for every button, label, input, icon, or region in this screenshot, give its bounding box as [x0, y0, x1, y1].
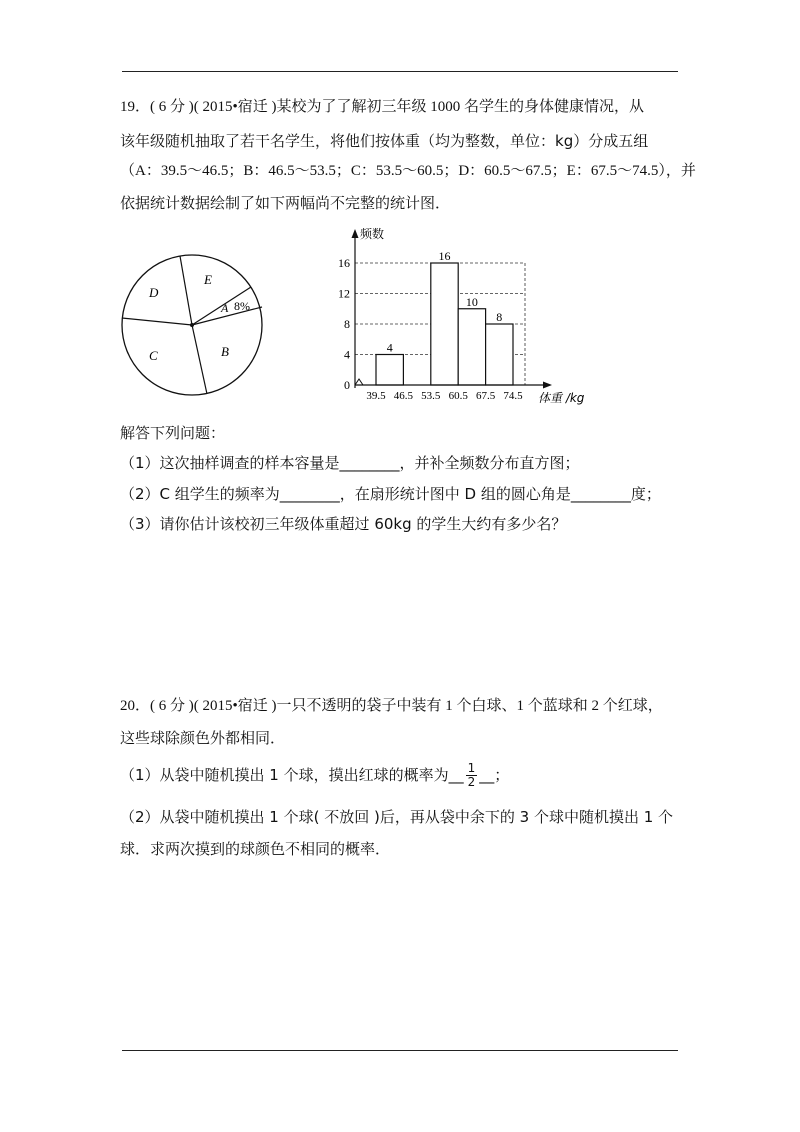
- q19-line-3: （A：39.5～46.5；B：46.5～53.5；C：53.5～60.5；D：60.5～67.5；E：67.5～74.5），并: [120, 163, 696, 179]
- q20-sub1-text: （1）从袋中随机摸出 1 个球，摸出红球的概率为__: [120, 766, 464, 784]
- histogram-y-tick-label: 4: [344, 347, 350, 362]
- histogram-x-tick-label: 46.5: [393, 390, 414, 402]
- q20-sub-question-2-line-1: （2）从袋中随机摸出 1 个球( 不放回 )后，再从袋中余下的 3 个球中随机摸出 1 个: [120, 808, 674, 826]
- q19-line-1: 19．( 6 分 )( 2015•宿迁 )某校为了了解初三年级 1000 名学生的身体健康情况，从: [120, 99, 644, 115]
- fraction-denominator: 2: [467, 775, 476, 789]
- histogram-y-tick-label: 12: [338, 286, 350, 301]
- pie-label-c: C: [149, 348, 158, 363]
- top-rule: [122, 71, 678, 72]
- q19-sub-question-1: （1）这次抽样调查的样本容量是________，并补全频数分布直方图；: [120, 454, 580, 472]
- histogram-bar: [458, 309, 485, 385]
- q19-sub-question-2: （2）C 组学生的频率为________，在扇形统计图中 D 组的圆心角是________度；: [120, 485, 661, 503]
- histogram-y-tick-label: 16: [338, 256, 350, 270]
- histogram-ylabel: 频数: [360, 227, 385, 241]
- q19-sub-question-3: （3）请你估计该校初三年级体重超过 60kg 的学生大约有多少名？: [120, 515, 567, 533]
- histogram-bar: [431, 263, 458, 385]
- bottom-rule: [122, 1050, 678, 1051]
- histogram: [330, 225, 610, 405]
- histogram-x-tick-label: 53.5: [421, 390, 441, 402]
- q19-line-2: 该年级随机抽取了若干名学生，将他们按体重（均为整数，单位：kg）分成五组: [120, 132, 649, 150]
- pie-center-dot: [190, 323, 194, 327]
- fraction-numerator: 1: [467, 761, 476, 775]
- histogram-bar: [376, 355, 403, 386]
- histogram-y-tick-label: 0: [344, 378, 350, 392]
- q20-line-1: 20．( 6 分 )( 2015•宿迁 )一只不透明的袋子中装有 1 个白球、1 个蓝球和 2 个红球，: [120, 698, 663, 714]
- histogram-x-tick-label: 39.5: [366, 390, 386, 402]
- pie-label-a-percent: 8%: [234, 299, 250, 313]
- histogram-bar-label: 4: [386, 340, 393, 355]
- histogram-bar: [486, 324, 513, 385]
- pie-label-b: B: [221, 344, 229, 359]
- q19-answer-prompt: 解答下列问题：: [120, 424, 226, 442]
- axis-break-mark: [355, 379, 363, 385]
- q20-sub1-tail: __；: [479, 766, 510, 784]
- histogram-bar-label: 8: [496, 310, 503, 324]
- q20-sub-question-1: [120, 762, 509, 789]
- pie-divider-cd: [122, 318, 192, 325]
- q20-sub-question-2-line-2: 球．求两次摸到的球颜色不相同的概率．: [120, 840, 391, 858]
- q19-line-4: 依据统计数据绘制了如下两幅尚不完整的统计图．: [120, 194, 451, 212]
- pie-label-a: A: [221, 301, 229, 315]
- histogram-x-axis-arrow: [543, 382, 552, 389]
- histogram-x-tick-label: 74.5: [503, 390, 523, 402]
- histogram-x-tick-label: 60.5: [448, 390, 468, 402]
- pie-label-d: D: [149, 285, 159, 300]
- histogram-y-tick-label: 8: [344, 317, 350, 331]
- q20-line-2: 这些球除颜色外都相同．: [120, 729, 286, 747]
- pie-divider-bc: [192, 325, 207, 394]
- pie-chart: [118, 249, 268, 399]
- histogram-x-tick-label: 67.5: [475, 390, 496, 402]
- pie-divider-de: [180, 256, 192, 325]
- histogram-bar-label: 10: [465, 294, 478, 309]
- histogram-y-axis-arrow: [352, 229, 359, 238]
- histogram-bar-label: 16: [438, 249, 451, 263]
- fraction-one-half: [466, 762, 478, 789]
- pie-label-e: E: [204, 272, 212, 287]
- histogram-xlabel: 体重 /kg: [538, 391, 585, 405]
